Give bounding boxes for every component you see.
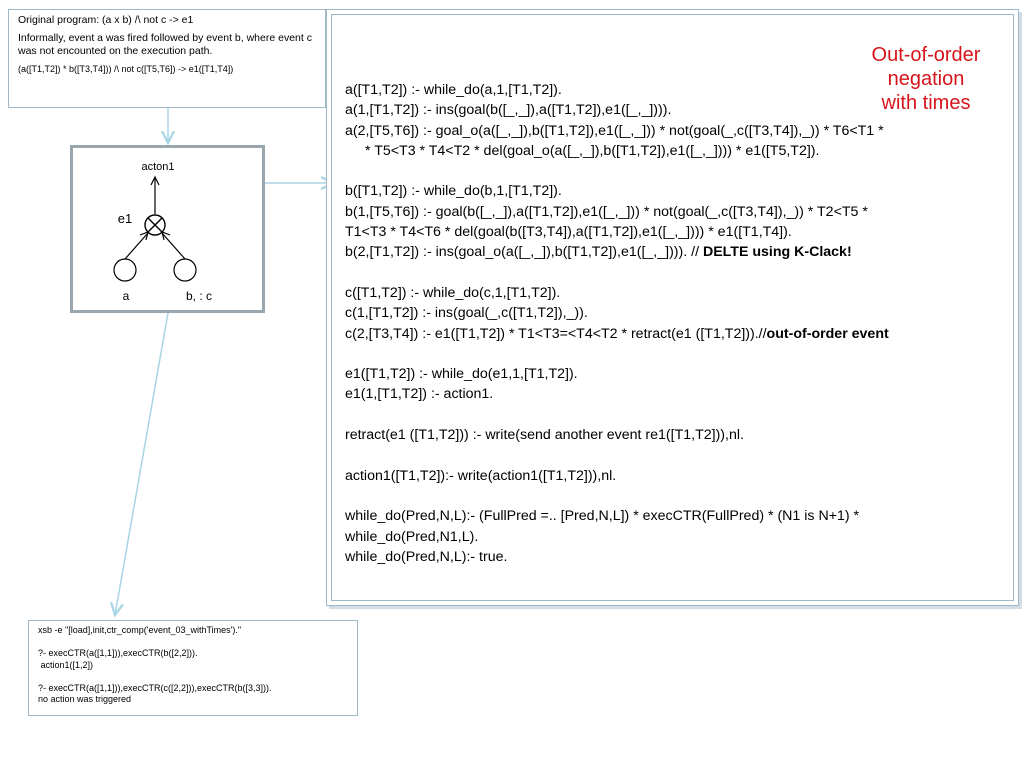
code-line: T1<T3 * T4<T6 * del(goal(b([T3,T4]),a([T1,T2]),e1([_,_]))) * e1([T1,T4]). (345, 224, 792, 241)
code-line: while_do(Pred,N,L):- true. (345, 548, 508, 565)
original-program-formula: (a([T1,T2]) * b([T3,T4])) /\ not c([T5,T6]) -> e1([T1,T4]) (18, 64, 234, 74)
terminal-line: no action was triggered (38, 694, 132, 704)
code-gap (345, 263, 1017, 283)
terminal-line (38, 671, 348, 683)
code-line (345, 242, 1017, 262)
arrowhead-left (140, 232, 148, 240)
code-line: while_do(Pred,N,L):- (FullPred =.. [Pred,N,L]) * execCTR(FullPred) * (N1 is N+1) * (345, 508, 860, 525)
code-panel (326, 9, 1019, 606)
code-gap (345, 344, 1017, 364)
original-program-title: Original program: (a x b) /\ not c -> e1 (18, 14, 194, 26)
leaf-label-a: a (122, 289, 130, 303)
code-line: retract(e1 ([T1,T2])) :- write(send another event re1([T1,T2])),nl. (345, 427, 744, 444)
code-line: a(2,[T5,T6]) :- goal_o(a([_,_]),b([T1,T2]),e1([_,_])) * not(goal(_,c([T3,T4]),_)) * T6<T1 * (345, 122, 884, 139)
code-comment-bold: DELTE using K-Clack! (702, 244, 852, 261)
slide-title-line-2: negation (887, 68, 965, 90)
tree-edge-left (125, 233, 148, 259)
leaf-node-a (114, 259, 136, 281)
terminal-line: xsb -e "[load],init,ctr_comp('event_03_withTimes')." (38, 625, 242, 635)
code-line: action1([T1,T2]):- write(action1([T1,T2])),nl. (345, 467, 617, 484)
event-tree-diagram (70, 145, 265, 313)
code-line: c(1,[T1,T2]) :- ins(goal(_,c([T1,T2]),_)). (345, 305, 588, 322)
arrow-diagram-to-terminal (115, 313, 168, 615)
code-line (345, 324, 1017, 344)
slide-title-line-3: with times (881, 92, 971, 114)
action-label: acton1 (141, 161, 175, 173)
code-line: * T5<T3 * T4<T2 * del(goal_o(a([_,_]),b([T1,T2]),e1([_,_]))) * e1([T5,T2]). (365, 142, 820, 159)
leaf-node-b (174, 259, 196, 281)
code-text: b(2,[T1,T2]) :- ins(goal_o(a([_,_]),b([T1,T2]),e1([_,_]))). // (345, 244, 703, 261)
code-text: c(2,[T3,T4]) :- e1([T1,T2]) * T1<T3=<T4<T2 * retract(e1 ([T1,T2])).// (345, 325, 767, 342)
terminal-line (38, 637, 348, 649)
code-line: a([T1,T2]) :- while_do(a,1,[T1,T2]). (345, 82, 562, 98)
code-line: while_do(Pred,N1,L). (345, 528, 479, 545)
code-comment-bold: out-of-order event (766, 325, 889, 342)
terminal-output-box (28, 620, 358, 716)
code-line: c([T1,T2]) :- while_do(c,1,[T1,T2]). (345, 284, 561, 301)
code-gap (345, 405, 1017, 425)
terminal-line: ?- execCTR(a([1,1])),execCTR(c([2,2])),execCTR(b([3,3])). (38, 682, 272, 693)
code-line: b([T1,T2]) :- while_do(b,1,[T1,T2]). (345, 183, 562, 200)
original-program-box (8, 9, 326, 108)
event-label: e1 (117, 211, 133, 226)
terminal-line: action1([1,2]) (38, 659, 94, 670)
original-program-description: Informally, event a was fired followed by event b, where event c was not encounted on the execution path. (18, 32, 312, 57)
arrowhead-right (162, 232, 170, 240)
terminal-line: ?- execCTR(a([1,1])),execCTR(b([2,2])). (38, 648, 198, 658)
slide-title-line-1: Out-of-order (871, 44, 981, 66)
tree-edge-right (162, 233, 185, 259)
code-line: a(1,[T1,T2]) :- ins(goal(b([_,_]),a([T1,T2]),e1([_,_]))). (345, 102, 672, 119)
code-line: e1([T1,T2]) :- while_do(e1,1,[T1,T2]). (345, 366, 578, 383)
code-line: e1(1,[T1,T2]) :- action1. (345, 386, 494, 403)
code-line: b(1,[T5,T6]) :- goal(b([_,_]),a([T1,T2]),e1([_,_])) * not(goal(_,c([T3,T4]),_)) * T2<T5 * (345, 203, 868, 220)
code-gap (345, 486, 1017, 506)
code-listing (345, 80, 1017, 567)
code-gap (345, 445, 1017, 465)
code-gap (345, 161, 1017, 181)
event-tree-svg (73, 148, 262, 310)
leaf-label-b: b, : c (185, 289, 213, 303)
